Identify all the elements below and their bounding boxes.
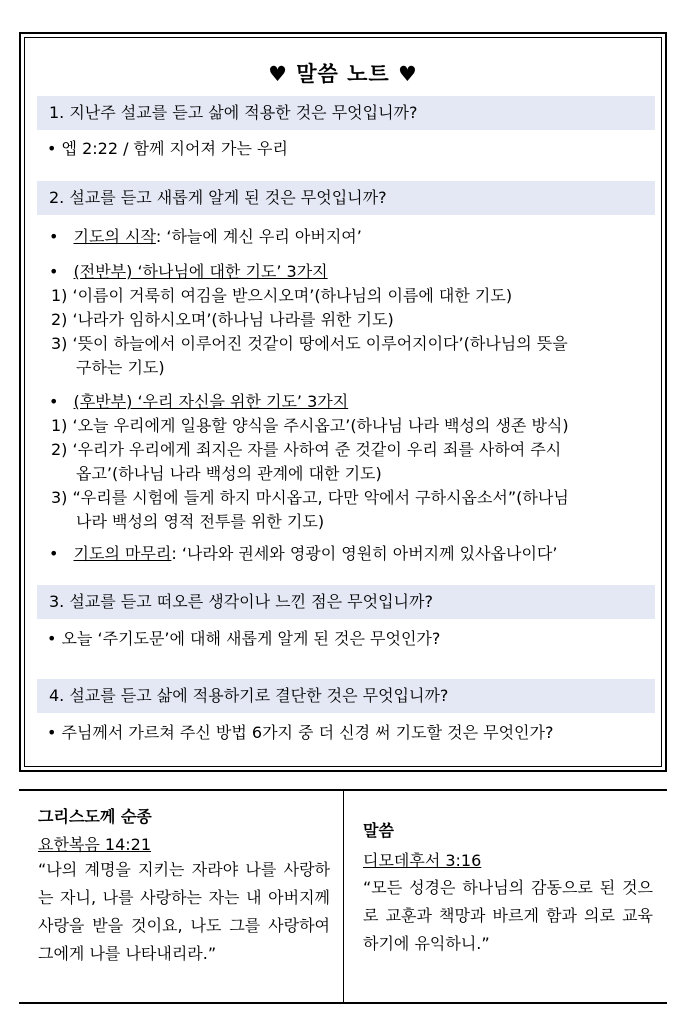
prayer-end-text: : ‘나라와 권세와 영광이 영원히 아버지께 있사옵나이다’ bbox=[171, 544, 558, 563]
sermon-note-box bbox=[19, 32, 667, 772]
answer-1: • 엡 2:22 / 함께 지어져 가는 우리 bbox=[47, 139, 288, 158]
right-col-verse: “모든 성경은 하나님의 감동으로 된 것으로 교훈과 책망과 바르게 함과 의로 교육하기에 유익하니.” bbox=[363, 878, 653, 953]
page-title: ♥ 말씀 노트 ♥ bbox=[268, 62, 418, 86]
prayer-start-label: 기도의 시작 bbox=[73, 227, 156, 246]
prayer-start bbox=[49, 226, 362, 248]
first-half-item: 3) ‘뜻이 하늘에서 이루어진 것같이 땅에서도 이루어지이다’(하나님의 뜻을 bbox=[51, 334, 568, 353]
first-half-heading bbox=[49, 261, 328, 283]
bullet: • bbox=[49, 544, 59, 563]
left-col-verse: “나의 계명을 지키는 자라야 나를 사랑하는 자니, 나를 사랑하는 자는 내 아버지께 사랑을 받을 것이요, 나도 그를 사랑하여 그에게 나를 나타내리라.” bbox=[38, 860, 330, 963]
first-half-item: 2) ‘나라가 임하시오며’(하나님 나라를 위한 기도) bbox=[51, 310, 394, 329]
question-3: 3. 설교를 듣고 떠오른 생각이나 느낀 점은 무엇입니까? bbox=[37, 585, 655, 619]
question-4: 4. 설교를 듣고 삶에 적용하기로 결단한 것은 무엇입니까? bbox=[37, 679, 655, 713]
question-1: 1. 지난주 설교를 듣고 삶에 적용한 것은 무엇입니까? bbox=[37, 96, 655, 130]
first-half-label: (전반부) ‘하나님에 대한 기도’ 3가지 bbox=[73, 262, 328, 281]
bullet: • bbox=[49, 392, 59, 411]
question-2: 2. 설교를 듣고 새롭게 알게 된 것은 무엇입니까? bbox=[37, 181, 655, 215]
bullet: • bbox=[49, 227, 59, 246]
prayer-start-text: : ‘하늘에 계신 우리 아버지여’ bbox=[155, 227, 362, 246]
prayer-end bbox=[49, 543, 557, 565]
prayer-end-label: 기도의 마무리 bbox=[73, 544, 172, 563]
second-half-item: 3) “우리를 시험에 들게 하지 마시옵고, 다만 악에서 구하시옵소서”(하나님 bbox=[51, 488, 569, 507]
second-half-label: (후반부) ‘우리 자신을 위한 기도’ 3가지 bbox=[73, 392, 349, 411]
first-half-item-cont: 구하는 기도) bbox=[76, 358, 165, 377]
section-rule-bottom bbox=[19, 1002, 667, 1004]
second-half-item-cont: 나라 백성의 영적 전투를 위한 기도) bbox=[76, 512, 325, 531]
column-divider bbox=[343, 791, 344, 1002]
left-col-reference: 요한복음 14:21 bbox=[38, 835, 152, 854]
right-col-title: 말씀 bbox=[363, 821, 394, 840]
bullet: • bbox=[49, 262, 59, 281]
second-half-item: 1) ‘오늘 우리에게 일용할 양식을 주시옵고’(하나님 나라 백성의 생존 방식) bbox=[51, 416, 569, 435]
left-col-title: 그리스도께 순종 bbox=[38, 807, 152, 826]
second-half-item-cont: 옵고’(하나님 나라 백성의 관계에 대한 기도) bbox=[76, 464, 382, 483]
right-col-reference: 디모데후서 3:16 bbox=[363, 851, 482, 870]
first-half-item: 1) ‘이름이 거룩히 여김을 받으시오며’(하나님의 이름에 대한 기도) bbox=[51, 286, 513, 305]
answer-4: • 주님께서 가르쳐 주신 방법 6가지 중 더 신경 써 기도할 것은 무엇인가? bbox=[47, 723, 554, 742]
answer-3: • 오늘 ‘주기도문’에 대해 새롭게 알게 된 것은 무엇인가? bbox=[47, 629, 441, 648]
second-half-heading bbox=[49, 391, 348, 413]
second-half-item: 2) ‘우리가 우리에게 죄지은 자를 사하여 준 것같이 우리 죄를 사하여 주시 bbox=[51, 440, 562, 459]
